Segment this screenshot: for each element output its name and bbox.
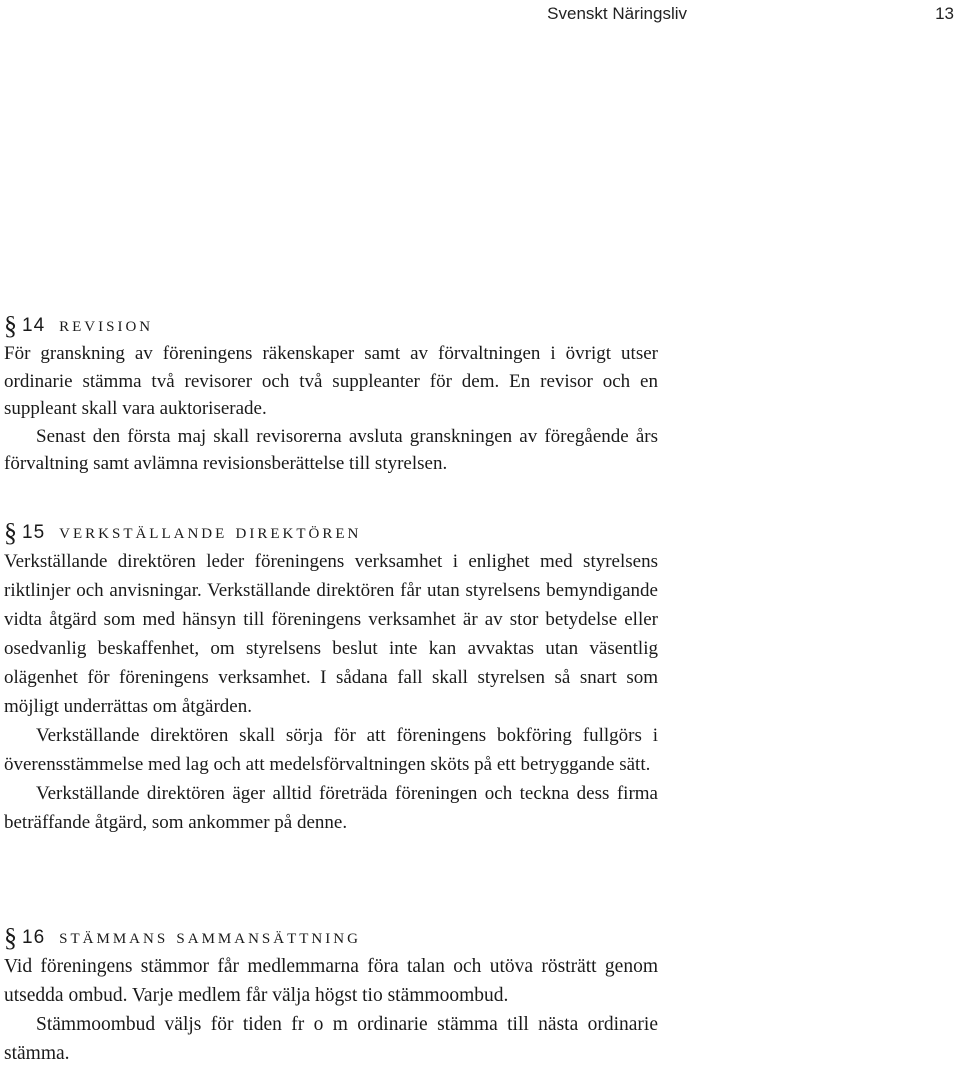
page-number: 13 [935,4,954,23]
section-15-verkstallande-direktoren [4,517,658,837]
section-sign-icon: § [4,923,17,952]
section-16-stammans-sammansattning [4,922,658,1068]
section-title: revision [59,312,154,336]
paragraph: Stämmoombud väljs för tiden fr o m ordinarie stämma till nästa ordinarie stämma. [4,1014,658,1064]
paragraph: Verkställande direktören äger alltid företräda föreningen och teckna dess firma beträffande åtgärd, som ankommer på denne. [4,783,658,833]
paragraph: Verkställande direktören skall sörja för att föreningens bokföring fullgörs i överensstämmelse med lag och att medelsförvaltningen sköts på ett betryggande sätt. [4,725,658,775]
section-heading [4,922,658,952]
journal-title: Svenskt Näringsliv [547,4,687,23]
paragraph: För granskning av föreningens räkenskaper samt av förvaltningen i övrigt utser ordinarie stämma två revisorer och två suppleanter för dem. En revisor och en suppleant skall vara auktoriserade. [4,343,658,419]
running-header [0,4,960,26]
section-sign-icon: § [4,518,17,547]
section-number: 15 [22,522,46,543]
section-title: stämmans sammansättning [59,924,361,948]
section-14-revision [4,310,658,478]
section-number: 14 [22,315,46,336]
section-number: 16 [22,927,46,948]
paragraph: Verkställande direktören leder föreningens verksamhet i enlighet med styrelsens riktlinjer och anvisningar. Verkställande direktören får utan styrelsens bemyndigande vidta åtgärd som med hänsyn till föreningens verksamhet är av stor betydelse eller osedvanlig beskaffenhet, om styrelsens beslut inte kan avvaktas utan väsentlig olägenhet för föreningens verksamhet. I sådana fall skall styrelsen så snart som möjligt underrättas om åtgärden. [4,551,658,717]
paragraph: Vid föreningens stämmor får medlemmarna föra talan och utöva rösträtt genom utsedda ombud. Varje medlem får välja högst tio stämmoombud. [4,956,658,1006]
section-title: verkställande direktören [59,519,362,543]
section-heading [4,517,658,547]
section-heading [4,310,658,340]
section-sign-icon: § [4,311,17,340]
paragraph: Senast den första maj skall revisorerna avsluta granskningen av föregående års förvaltning samt avlämna revisionsberättelse till styrelsen. [4,425,658,474]
